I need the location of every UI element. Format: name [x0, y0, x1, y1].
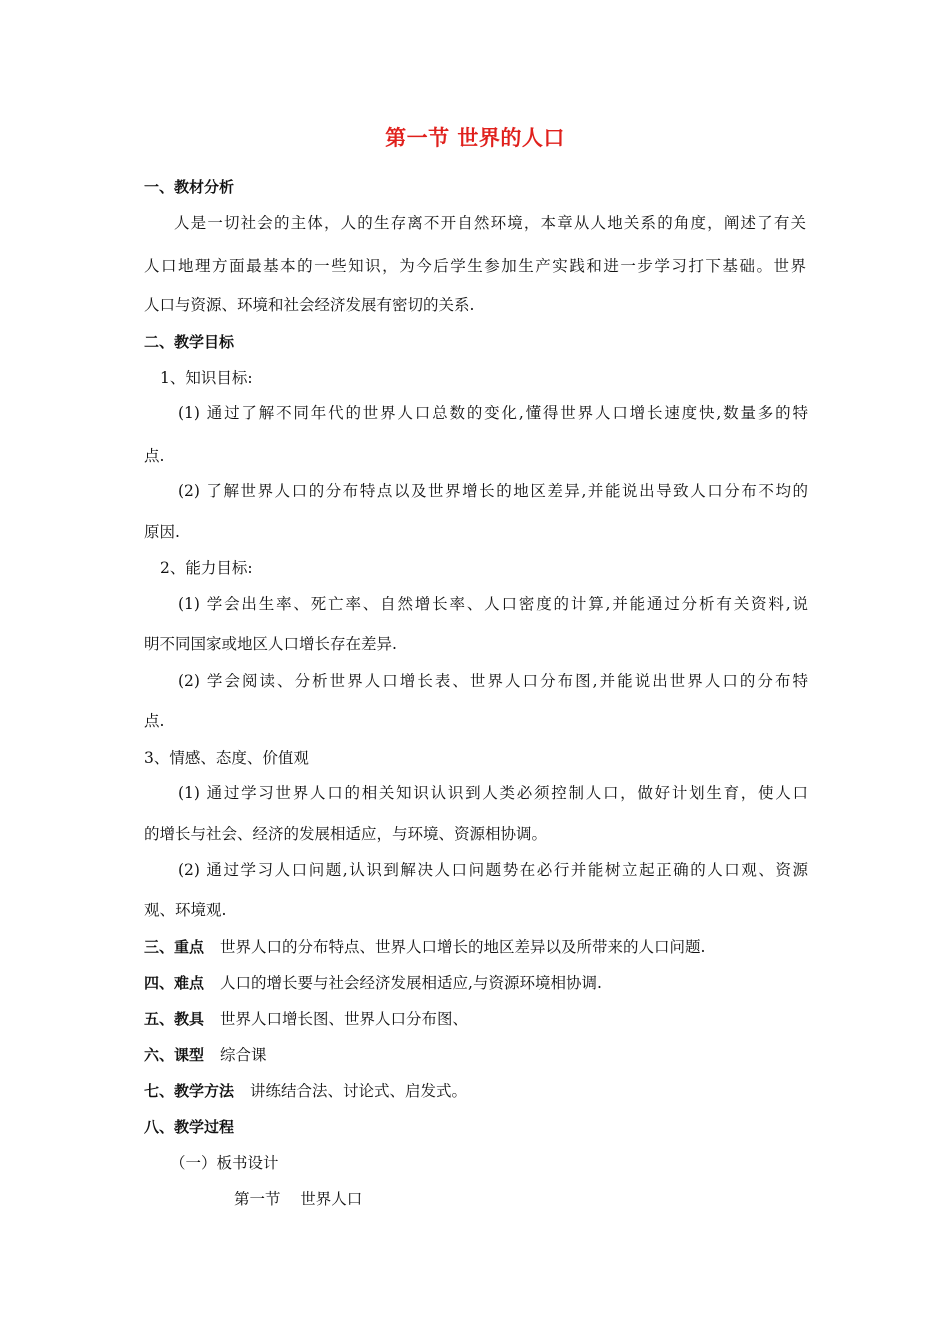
objective-item-line: 的增长与社会、经济的发展相适应，与环境、资源相协调。: [144, 825, 548, 843]
teaching-aids-content: 世界人口增长图、世界人口分布图、: [220, 1010, 469, 1028]
section-heading-teaching-methods: 七、教学方法: [144, 1082, 235, 1100]
lesson-type-content: 综合课: [220, 1046, 267, 1064]
objective-item-line: (2) 通过学习人口问题,认识到解决人口问题势在必行并能树立起正确的人口观、资源: [178, 861, 808, 879]
objective-item-line: 原因.: [144, 523, 180, 541]
objective-item-line: 点.: [144, 712, 165, 730]
section-heading-teaching-aids: 五、教具: [144, 1010, 205, 1028]
objective-item-line: 点.: [144, 447, 165, 465]
objective-subheading-knowledge: 1、知识目标:: [160, 369, 253, 387]
key-points-content: 世界人口的分布特点、世界人口增长的地区差异以及所带来的人口问题.: [220, 938, 706, 956]
section-heading-analysis: 一、教材分析: [144, 178, 235, 196]
document-title: 第一节 世界的人口: [385, 126, 565, 150]
teaching-methods-content: 讲练结合法、讨论式、启发式。: [250, 1082, 468, 1100]
section-teaching-methods: [144, 1080, 814, 1102]
objective-item-line: (1) 通过学习世界人口的相关知识认识到人类必须控制人口，做好计划生育，使人口: [178, 784, 808, 802]
difficulties-content: 人口的增长要与社会经济发展相适应,与资源环境相协调.: [220, 974, 602, 992]
section-heading-teaching-process: 八、教学过程: [144, 1118, 235, 1136]
board-design-title: 第一节 世界人口: [234, 1190, 363, 1208]
objective-subheading-ability: 2、能力目标:: [160, 559, 253, 577]
objective-item-line: (1) 通过了解不同年代的世界人口总数的变化,懂得世界人口增长速度快,数量多的特: [178, 404, 808, 422]
section-teaching-aids: [144, 1008, 814, 1030]
section-key-points: [144, 936, 814, 958]
analysis-paragraph-line: 人口地理方面最基本的一些知识，为今后学生参加生产实践和进一步学习打下基础。世界: [144, 257, 806, 275]
objective-subheading-attitude: 3、情感、态度、价值观: [144, 749, 309, 767]
objective-item-line: 观、环境观.: [144, 901, 227, 919]
section-heading-objectives: 二、教学目标: [144, 333, 235, 351]
board-design-subheading: （一）板书设计: [170, 1154, 279, 1172]
section-heading-key-points: 三、重点: [144, 938, 205, 956]
section-heading-lesson-type: 六、课型: [144, 1046, 205, 1064]
section-heading-difficulties: 四、难点: [144, 974, 205, 992]
objective-item-line: 明不同国家或地区人口增长存在差异.: [144, 635, 397, 653]
section-lesson-type: [144, 1044, 814, 1066]
section-difficulties: [144, 972, 814, 994]
objective-item-line: (2) 了解世界人口的分布特点以及世界增长的地区差异,并能说出导致人口分布不均的: [178, 482, 808, 500]
objective-item-line: (1) 学会出生率、死亡率、自然增长率、人口密度的计算,并能通过分析有关资料,说: [178, 595, 808, 613]
analysis-paragraph-line: 人口与资源、环境和社会经济发展有密切的关系.: [144, 296, 475, 314]
analysis-paragraph-line: 人是一切社会的主体，人的生存离不开自然环境，本章从人地关系的角度，阐述了有关: [174, 214, 806, 232]
objective-item-line: (2) 学会阅读、分析世界人口增长表、世界人口分布图,并能说出世界人口的分布特: [178, 672, 808, 690]
